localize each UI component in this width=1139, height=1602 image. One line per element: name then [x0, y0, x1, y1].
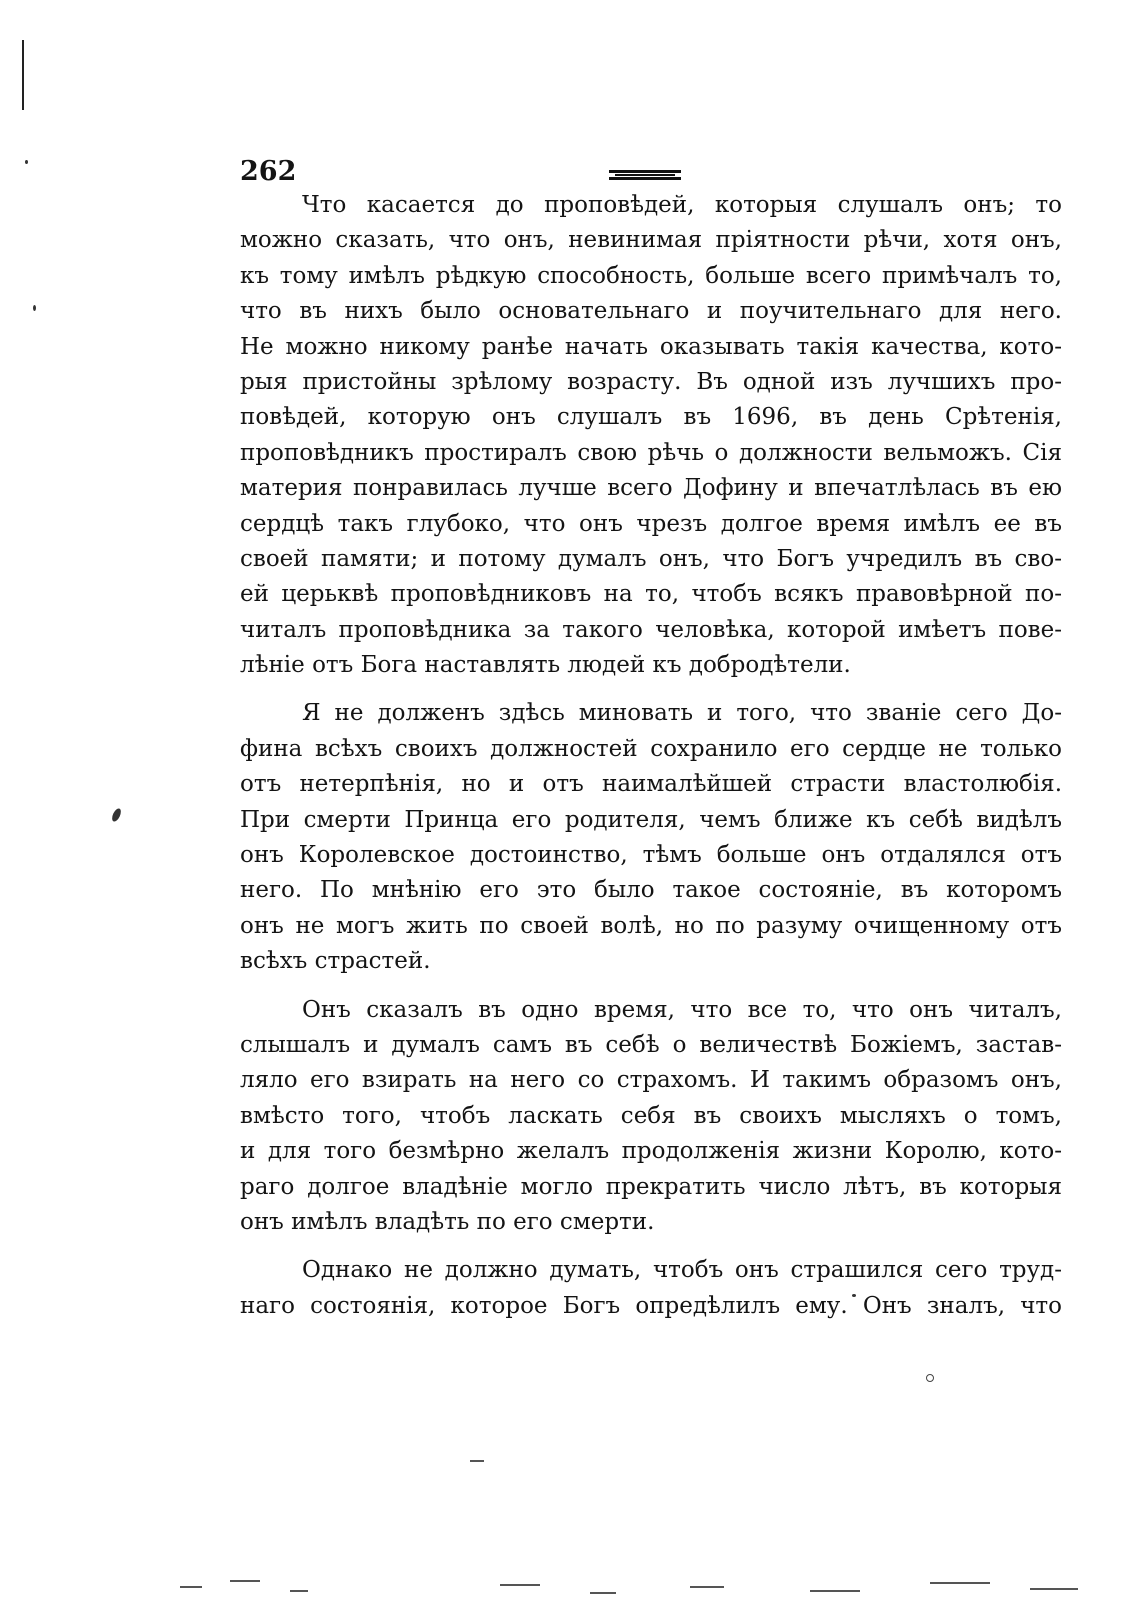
page-header	[240, 156, 1060, 190]
text-line: Не можно никому ранѣе начать оказывать такія качества, кото-	[240, 333, 1062, 360]
text-line: вмѣсто того, чтобъ ласкать себя въ своихъ мысляхъ о томъ,	[240, 1102, 1062, 1129]
text-line: Онъ сказалъ въ одно время, что все то, что онъ читалъ,	[302, 996, 1062, 1023]
text-line: лѣніе отъ Бога наставлять людей къ добродѣтели.	[240, 652, 851, 679]
text-line: ляло его взирать на него со страхомъ. И такимъ образомъ онъ,	[240, 1067, 1062, 1094]
paragraph	[240, 1253, 1062, 1324]
text-line: наго состоянія, которое Богъ опредѣлилъ ему. Онъ зналъ, что	[240, 1292, 1062, 1319]
text-line: онъ не могъ жить по своей волѣ, но по разуму очищенному отъ	[240, 912, 1062, 939]
text-line: своей памяти; и потому думалъ онъ, что Богъ учредилъ въ сво-	[240, 545, 1062, 572]
text-line: Однако не должно думать, чтобъ онъ страшился сего труд-	[302, 1257, 1062, 1284]
text-line: При смерти Принца его родителя, чемъ ближе къ себѣ видѣлъ	[240, 806, 1062, 833]
text-line: сердцѣ такъ глубоко, что онъ чрезъ долгое время имѣлъ ее въ	[240, 510, 1062, 537]
text-line: онъ Королевское достоинство, тѣмъ больше онъ отдалялся отъ	[240, 842, 1062, 869]
text-line: къ тому имѣлъ рѣдкую способность, больше всего примѣчалъ то,	[240, 262, 1062, 289]
text-line: можно сказать, что онъ, невинимая пріятности рѣчи, хотя онъ,	[240, 227, 1062, 254]
text-line: всѣхъ страстей.	[240, 948, 431, 975]
text-line: проповѣдникъ простиралъ свою рѣчь о должности вельможъ. Сія	[240, 439, 1062, 466]
text-line: фина всѣхъ своихъ должностей сохранило его сердце не только	[240, 735, 1062, 762]
text-line: раго долгое владѣніе могло прекратить число лѣтъ, въ которыя	[240, 1173, 1062, 1200]
text-line: Что касается до проповѣдей, которыя слушалъ онъ; то	[302, 192, 1062, 218]
text-line: него. По мнѣнію его это было такое состояніе, въ которомъ	[240, 877, 1062, 904]
scan-speck	[33, 305, 36, 311]
scan-bottom-noise	[170, 1520, 1100, 1600]
text-line: повѣдей, которую онъ слушалъ въ 1696, въ день Срѣтенія,	[240, 404, 1062, 431]
text-line: читалъ проповѣдника за такого человѣка, которой имѣетъ пове-	[240, 616, 1062, 643]
scan-speck	[926, 1374, 934, 1382]
scan-speck	[110, 807, 122, 823]
text-line: Я не долженъ здѣсь миновать и того, что званіе сего До-	[302, 700, 1062, 727]
header-ornament	[609, 170, 681, 180]
text-line: что въ нихъ было основательнаго и поучительнаго для него.	[240, 298, 1062, 325]
paragraph	[240, 696, 1062, 979]
text-line: отъ нетерпѣнія, но и отъ наималѣйшей страсти властолюбія.	[240, 771, 1062, 798]
text-line: рыя пристойны зрѣлому возрасту. Въ одной изъ лучшихъ про-	[240, 368, 1062, 395]
text-line: слышалъ и думалъ самъ въ себѣ о величествѣ Божіемъ, застав-	[240, 1031, 1062, 1058]
text-line: ей церьквѣ проповѣдниковъ на то, чтобъ всякъ правовѣрной по-	[240, 581, 1062, 608]
paragraph	[240, 993, 1062, 1241]
paragraph	[240, 188, 1062, 683]
body-text	[240, 188, 1062, 1324]
scan-margin-line	[22, 40, 24, 110]
scan-speck	[25, 160, 28, 164]
text-line: онъ имѣлъ владѣть по его смерти.	[240, 1208, 655, 1235]
text-line: материя понравилась лучше всего Дофину и впечатлѣлась въ ею	[240, 475, 1062, 502]
page-number: 262	[240, 156, 297, 187]
text-line: и для того безмѣрно желалъ продолженія жизни Королю, кото-	[240, 1138, 1062, 1165]
